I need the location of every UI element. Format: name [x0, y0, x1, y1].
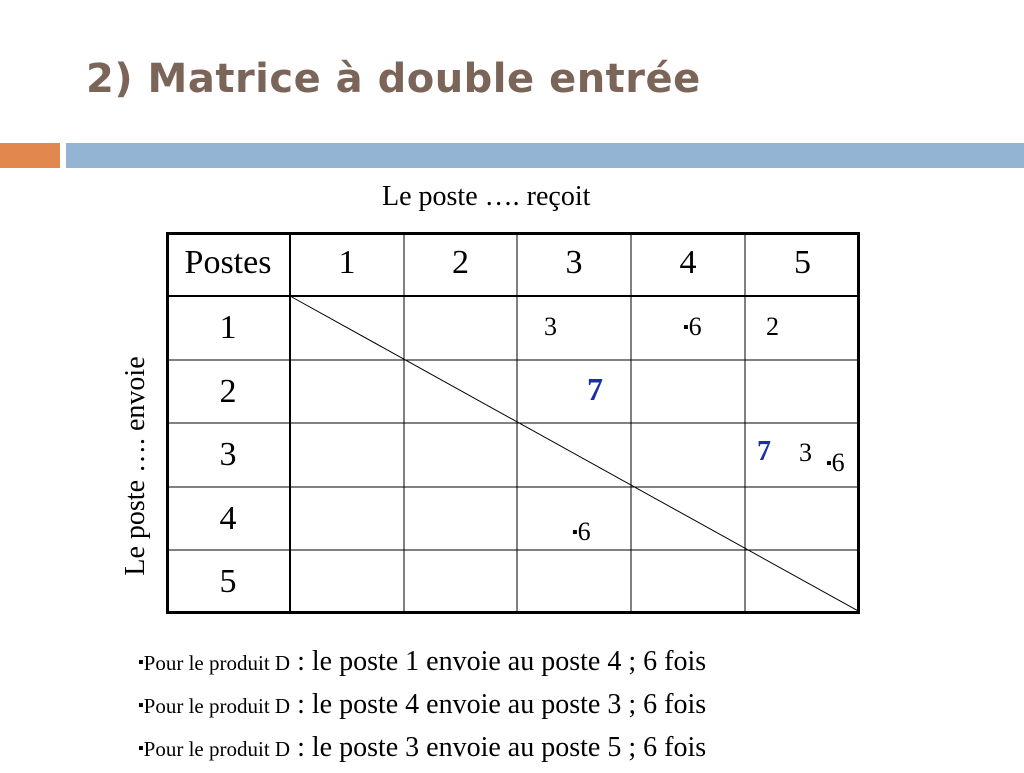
col-header-1: 1 — [338, 244, 356, 281]
square-bullet-icon: ▪ — [572, 524, 578, 541]
bullet-label: Pour le produit D — [143, 737, 291, 761]
bullet-label: Pour le produit D — [143, 651, 291, 675]
col-header-2: 2 — [452, 244, 469, 281]
annotation-r3-6-value: 6 — [831, 448, 845, 477]
bullet-label: Pour le produit D — [143, 694, 291, 718]
slide-title: 2) Matrice à double entrée — [86, 56, 701, 102]
matrix-table — [166, 232, 860, 614]
bullet-text: : le poste 1 envoie au poste 4 ; 6 fois — [290, 646, 707, 677]
annotation-r1-6 — [683, 314, 702, 340]
bullet-item — [138, 730, 706, 773]
annotation-r1-3: 3 — [544, 312, 557, 341]
column-caption: Le poste …. reçoit — [382, 181, 591, 212]
bullet-text: : le poste 3 envoie au poste 5 ; 6 fois — [290, 732, 707, 763]
square-bullet-icon: ▪ — [138, 654, 144, 671]
annotation-r1-2: 2 — [766, 312, 779, 341]
col-header-5: 5 — [794, 244, 811, 281]
annotation-r1-6-value: 6 — [688, 312, 702, 341]
square-bullet-icon: ▪ — [138, 697, 144, 714]
annotation-r4-6-value: 6 — [577, 517, 591, 546]
row-caption: Le poste …. envoie — [120, 356, 151, 576]
annotation-r3-3: 3 — [799, 438, 812, 467]
square-bullet-icon: ▪ — [683, 319, 689, 336]
annotation-r4-6 — [572, 519, 591, 545]
bullet-item — [138, 644, 706, 687]
square-bullet-icon: ▪ — [826, 455, 832, 472]
blue-accent-bar — [66, 143, 1024, 168]
matrix-grid — [166, 232, 860, 614]
diagonal-line — [290, 296, 860, 612]
corner-header: Postes — [184, 244, 272, 281]
row-header-3: 3 — [219, 436, 237, 473]
annotation-r3-7: 7 — [757, 436, 771, 467]
orange-accent-bar — [0, 143, 60, 168]
row-header-2: 2 — [219, 373, 237, 410]
annotation-r2-7: 7 — [587, 371, 603, 407]
row-header-1: 1 — [219, 309, 237, 346]
bullet-item — [138, 687, 706, 730]
row-header-4: 4 — [219, 500, 237, 537]
square-bullet-icon: ▪ — [138, 740, 144, 757]
annotation-r3-6 — [826, 450, 845, 476]
col-header-3: 3 — [565, 244, 583, 281]
bullet-text: : le poste 4 envoie au poste 3 ; 6 fois — [290, 689, 707, 720]
row-header-5: 5 — [219, 563, 237, 600]
col-header-4: 4 — [679, 244, 697, 281]
bullet-list — [138, 644, 706, 773]
